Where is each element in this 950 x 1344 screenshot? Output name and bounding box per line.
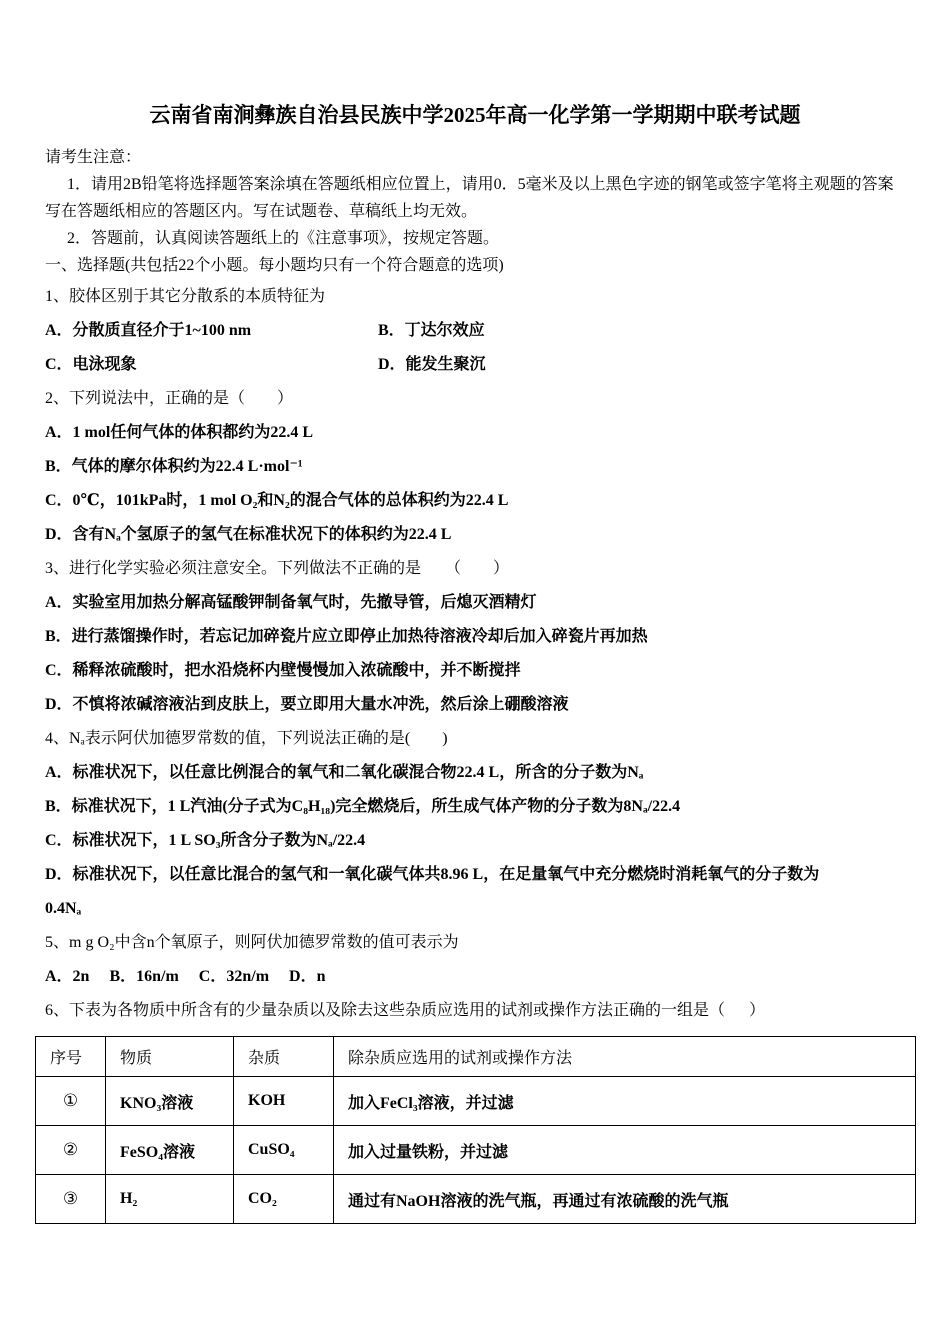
question-3-option-c: C．稀释浓硫酸时，把水沿烧杯内壁慢慢加入浓硫酸中，并不断搅拌 (45, 662, 521, 679)
question-2-option-c: C．0℃，101kPa时，1 mol O₂和N₂的混合气体的总体积约为22.4 L (45, 492, 509, 509)
question-5 (45, 926, 905, 994)
cell-substance: H₂ (106, 1175, 234, 1224)
cell-method: 加入过量铁粉，并过滤 (334, 1126, 916, 1175)
question-1 (45, 280, 905, 382)
question-4-option-b: B．标准状况下，1 L汽油(分子式为C₈H₁₈)完全燃烧后，所生成气体产物的分子数为8Nₐ/22.4 (45, 798, 681, 815)
question-4-stem: 4、Nₐ表示阿伏加德罗常数的值，下列说法正确的是( ) (45, 730, 448, 747)
cell-number: ③ (36, 1175, 106, 1224)
notice-item-2: 2．答题前，认真阅读答题纸上的《注意事项》，按规定答题。 (67, 230, 500, 247)
table-row (36, 1175, 916, 1224)
cell-impurity: CO₂ (234, 1175, 334, 1224)
question-1-option-c: C．电泳现象 (45, 356, 137, 373)
question-1-options (45, 314, 905, 382)
question-2-option-b: B．气体的摩尔体积约为22.4 L·mol⁻¹ (45, 458, 303, 475)
impurity-table (35, 1036, 916, 1224)
question-3-option-d: D．不慎将浓碱溶液沾到皮肤上，要立即用大量水冲洗，然后涂上硼酸溶液 (45, 696, 569, 713)
section-heading: 一、选择题(共包括22个小题。每小题均只有一个符合题意的选项) (45, 257, 504, 274)
question-4-option-c: C．标准状况下，1 L SO₃所含分子数为Nₐ/22.4 (45, 832, 366, 849)
header-cell-substance: 物质 (106, 1037, 234, 1077)
question-1-option-d: D．能发生聚沉 (378, 356, 486, 373)
cell-substance: FeSO₄溶液 (106, 1126, 234, 1175)
question-1-option-b: B．丁达尔效应 (378, 322, 485, 339)
cell-substance: KNO₃溶液 (106, 1077, 234, 1126)
question-4-option-a: A．标准状况下，以任意比例混合的氧气和二氧化碳混合物22.4 L，所含的分子数为Nₐ (45, 764, 644, 781)
question-6-stem: 6、下表为各物质中所含有的少量杂质以及除去这些杂质应选用的试剂或操作方法正确的一组是（ ） (45, 1002, 766, 1019)
question-3-stem: 3、进行化学实验必须注意安全。下列做法不正确的是 （ ） (45, 560, 510, 577)
header-cell-number: 序号 (36, 1037, 106, 1077)
table-row (36, 1077, 916, 1126)
cell-impurity: CuSO₄ (234, 1126, 334, 1175)
question-3-option-a: A．实验室用加热分解高锰酸钾制备氧气时，先撤导管，后熄灭酒精灯 (45, 594, 537, 611)
question-5-options: A．2n B．16n/m C．32n/m D．n (45, 968, 326, 985)
cell-method: 通过有NaOH溶液的洗气瓶，再通过有浓硫酸的洗气瓶 (334, 1175, 916, 1224)
cell-number: ① (36, 1077, 106, 1126)
question-6 (45, 994, 905, 1224)
question-4 (45, 722, 905, 926)
table-header-row (36, 1037, 916, 1077)
question-1-option-a: A．分散质直径介于1~100 nm (45, 322, 252, 339)
question-3 (45, 552, 905, 722)
cell-impurity: KOH (234, 1077, 334, 1126)
cell-method: 加入FeCl₃溶液，并过滤 (334, 1077, 916, 1126)
question-2-option-a: A．1 mol任何气体的体积都约为22.4 L (45, 424, 314, 441)
question-2-option-d: D．含有Nₐ个氢原子的氢气在标准状况下的体积约为22.4 L (45, 526, 452, 543)
question-3-option-b: B．进行蒸馏操作时，若忘记加碎瓷片应立即停止加热待溶液冷却后加入碎瓷片再加热 (45, 628, 648, 645)
header-cell-method: 除杂质应选用的试剂或操作方法 (334, 1037, 916, 1077)
page-title: 云南省南涧彝族自治县民族中学2025年高一化学第一学期期中联考试题 (149, 103, 801, 127)
question-4-option-d-continuation: 0.4Nₐ (45, 900, 82, 917)
table-row (36, 1126, 916, 1175)
notice-item-1: 1．请用2B铅笔将选择题答案涂填在答题纸相应位置上，请用0．5毫米及以上黑色字迹的钢笔或签字笔将主观题的答案写在答题纸相应的答题区内。写在试题卷、草稿纸上均无效。 (45, 176, 894, 220)
question-2-stem: 2、下列说法中，正确的是（ ） (45, 390, 294, 407)
notice-header: 请考生注意： (45, 149, 142, 166)
header-cell-impurity: 杂质 (234, 1037, 334, 1077)
cell-number: ② (36, 1126, 106, 1175)
question-2 (45, 382, 905, 552)
question-4-option-d: D．标准状况下，以任意比混合的氢气和一氧化碳气体共8.96 L，在足量氧气中充分燃烧时消耗氧气的分子数为 (45, 866, 820, 883)
question-5-stem: 5、m g O₂中含n个氧原子，则阿伏加德罗常数的值可表示为 (45, 934, 459, 951)
question-1-stem: 1、胶体区别于其它分散系的本质特征为 (45, 288, 326, 305)
